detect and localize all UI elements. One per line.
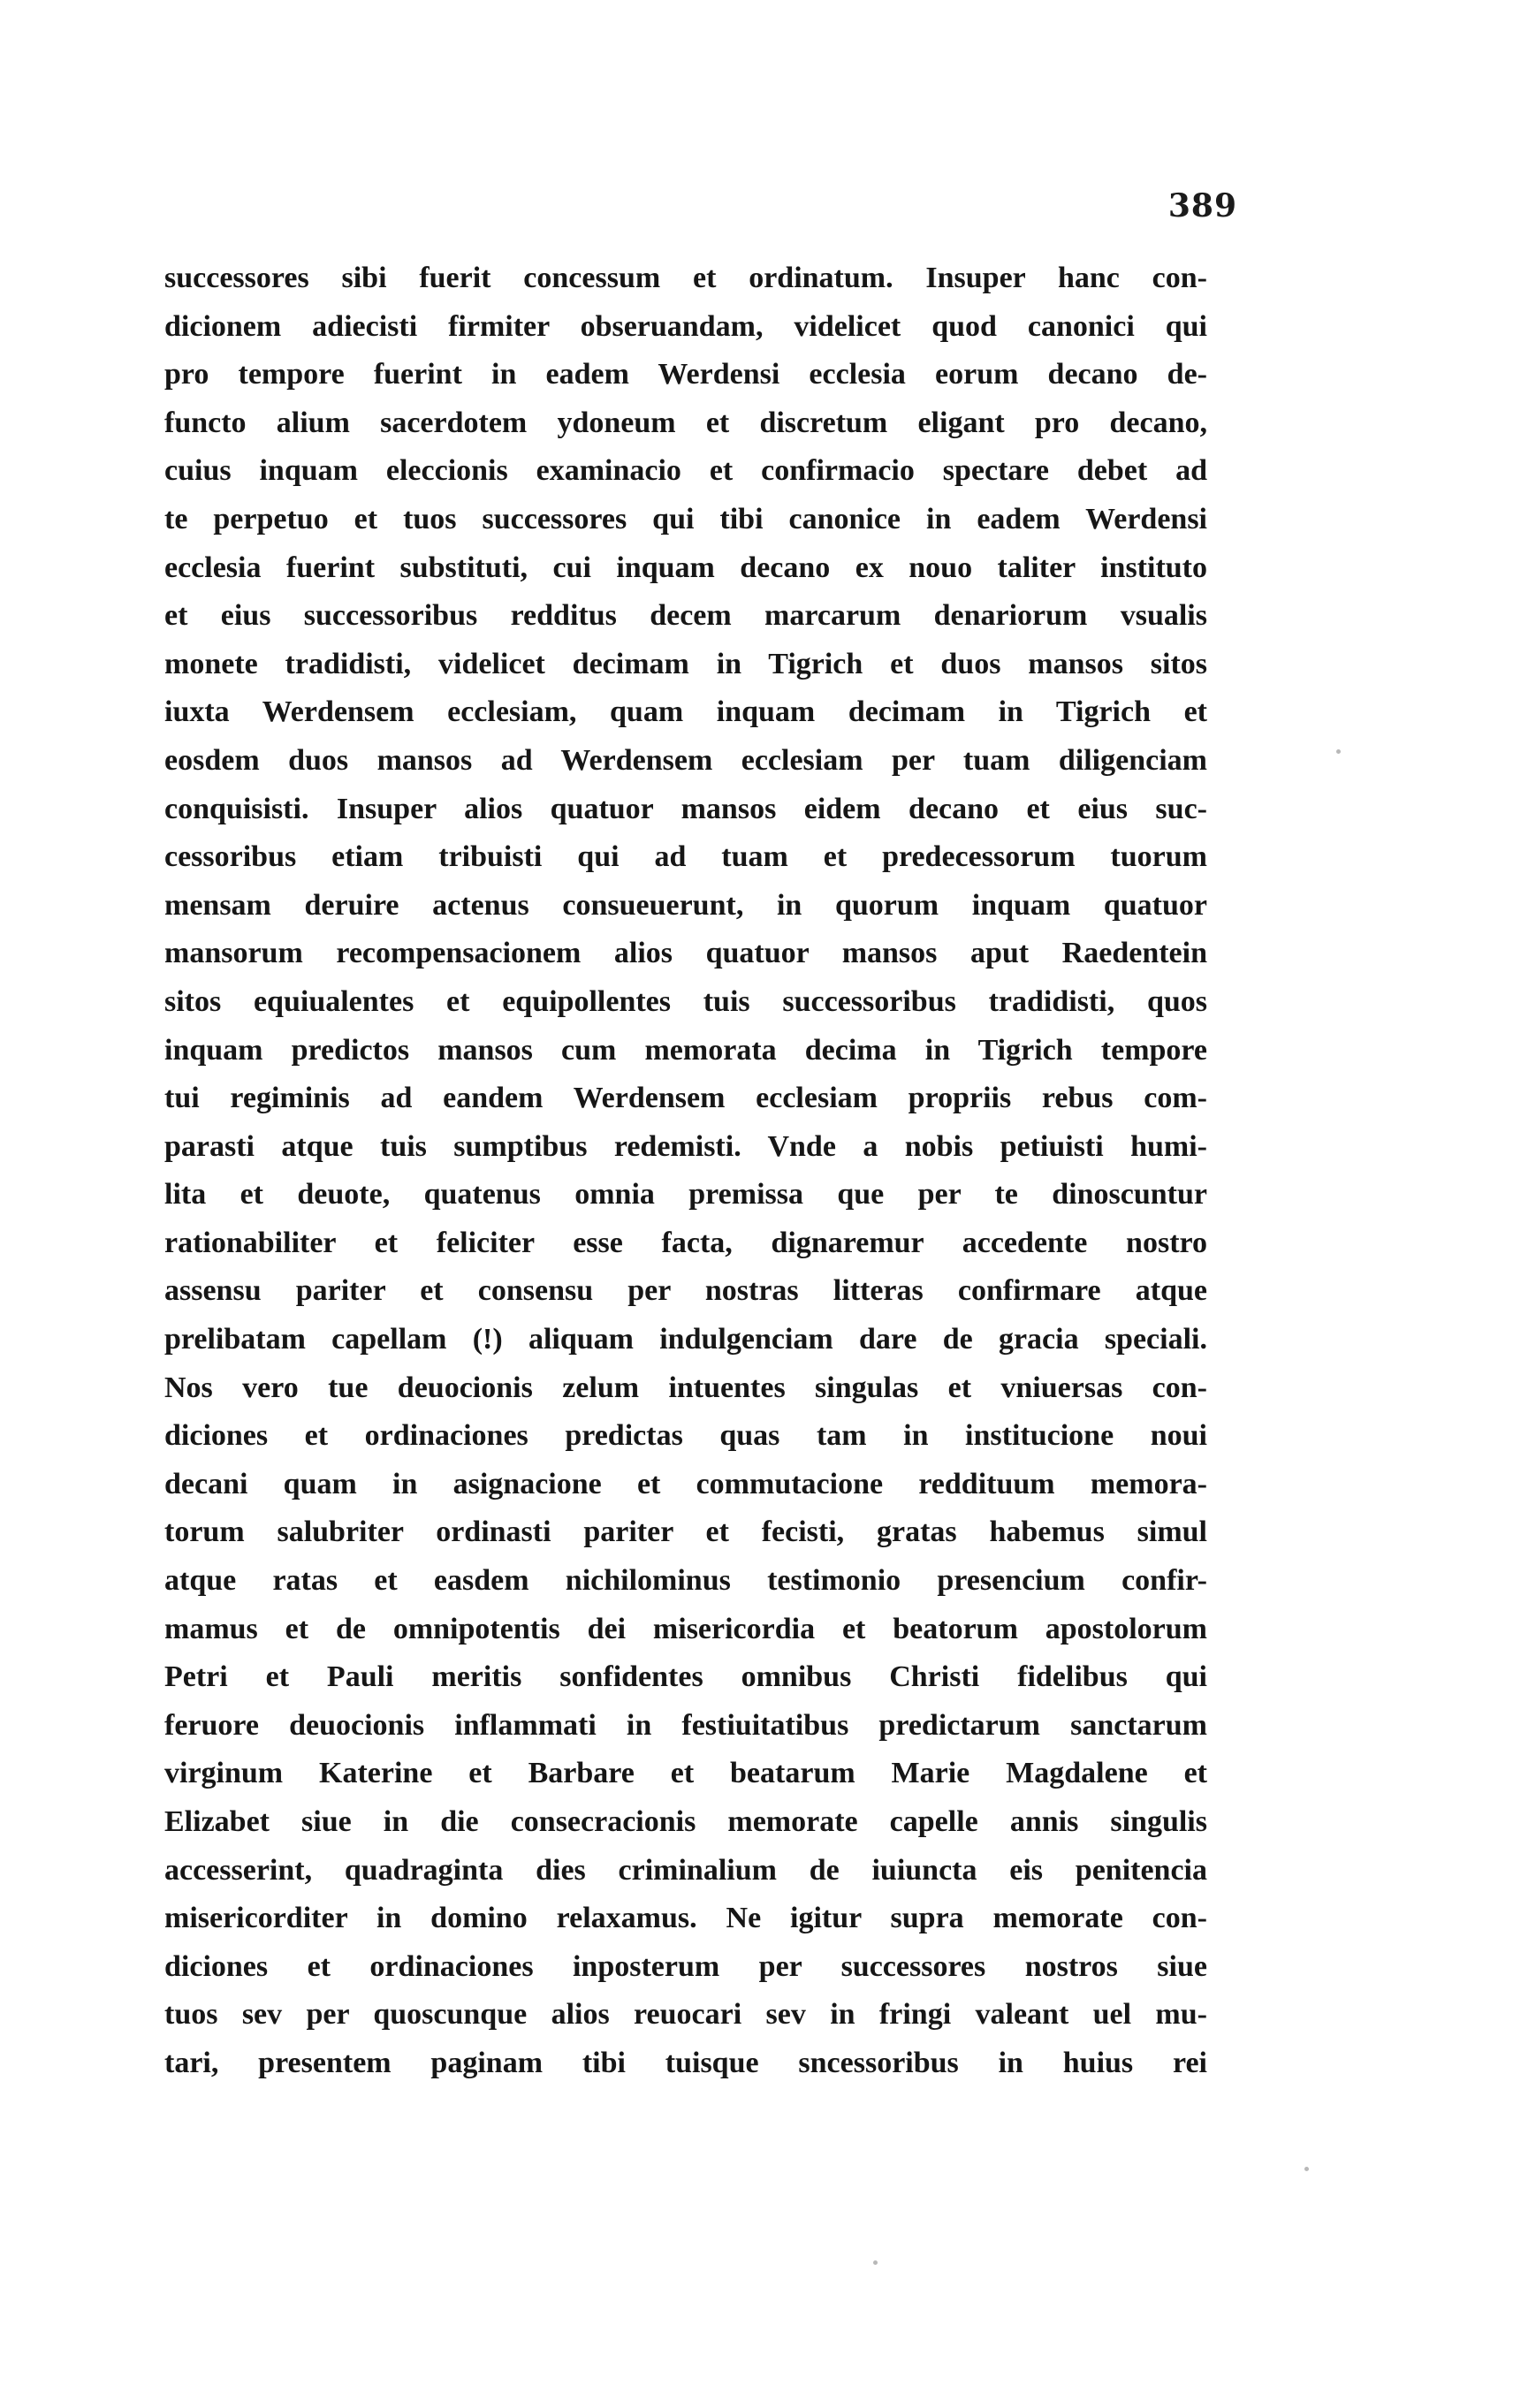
text-line: mensam deruire actenus consueuerunt, in quorum inquam quatuor <box>164 888 1207 922</box>
text-line: iuxta Werdensem ecclesiam, quam inquam decimam in Tigrich et <box>164 695 1207 729</box>
text-line: decani quam in asignacione et commutacione reddituum memora- <box>164 1467 1207 1500</box>
text-line: ecclesia fuerint substituti, cui inquam decano ex nouo taliter instituto <box>164 551 1207 584</box>
text-line: diciones et ordinaciones predictas quas tam in institucione noui <box>164 1419 1207 1453</box>
text-line: mansorum recompensacionem alios quatuor mansos aput Raedentein <box>164 937 1207 970</box>
text-line: tari, presentem paginam tibi tuisque sncessoribus in huius rei <box>164 2046 1207 2079</box>
text-line: functo alium sacerdotem ydoneum et discretum eligant pro decano, <box>164 406 1207 439</box>
text-line: assensu pariter et consensu per nostras litteras confirmare atque <box>164 1274 1207 1308</box>
paper-speck <box>873 2260 878 2265</box>
text-line: pro tempore fuerint in eadem Werdensi ecclesia eorum decano de- <box>164 358 1207 391</box>
body-text <box>164 254 1207 2088</box>
text-line: conquisisti. Insuper alios quatuor mansos eidem decano et eius suc- <box>164 792 1207 825</box>
text-line: tuos sev per quoscunque alios reuocari sev in fringi valeant uel mu- <box>164 1998 1207 2032</box>
text-line: diciones et ordinaciones inposterum per successores nostros siue <box>164 1949 1207 1983</box>
text-line: Petri et Pauli meritis sonfidentes omnibus Christi fidelibus qui <box>164 1660 1207 1694</box>
text-line: accesserint, quadraginta dies criminalium de iuiuncta eis penitencia <box>164 1853 1207 1887</box>
text-line: misericorditer in domino relaxamus. Ne igitur supra memorate con- <box>164 1902 1207 1935</box>
text-line: Elizabet siue in die consecracionis memorate capelle annis singulis <box>164 1805 1207 1838</box>
text-line: feruore deuocionis inflammati in festiuitatibus predictarum sanctarum <box>164 1708 1207 1742</box>
paper-speck <box>1304 2167 1309 2171</box>
text-line: prelibatam capellam (!) aliquam indulgenciam dare de gracia speciali. <box>164 1323 1207 1356</box>
text-line: te perpetuo et tuos successores qui tibi canonice in eadem Werdensi <box>164 502 1207 536</box>
text-line: Nos vero tue deuocionis zelum intuentes singulas et vniuersas con- <box>164 1371 1207 1404</box>
text-line: torum salubriter ordinasti pariter et fecisti, gratas habemus simul <box>164 1515 1207 1549</box>
text-line: monete tradidisti, videlicet decimam in Tigrich et duos mansos sitos <box>164 647 1207 680</box>
text-line: rationabiliter et feliciter esse facta, dignaremur accedente nostro <box>164 1226 1207 1259</box>
text-line: atque ratas et easdem nichilominus testimonio presencium confir- <box>164 1564 1207 1598</box>
text-line: et eius successoribus redditus decem marcarum denariorum vsualis <box>164 599 1207 633</box>
text-line: tui regiminis ad eandem Werdensem ecclesiam propriis rebus com- <box>164 1082 1207 1115</box>
text-line: sitos equiualentes et equipollentes tuis successoribus tradidisti, quos <box>164 984 1207 1018</box>
text-line: inquam predictos mansos cum memorata decima in Tigrich tempore <box>164 1033 1207 1067</box>
text-line: parasti atque tuis sumptibus redemisti. Vnde a nobis petiuisti humi- <box>164 1129 1207 1163</box>
text-line: successores sibi fuerit concessum et ordinatum. Insuper hanc con- <box>164 262 1207 294</box>
text-line: cuius inquam eleccionis examinacio et confirmacio spectare debet ad <box>164 454 1207 488</box>
text-line: virginum Katerine et Barbare et beatarum Marie Magdalene et <box>164 1757 1207 1790</box>
text-line: cessoribus etiam tribuisti qui ad tuam et predecessorum tuorum <box>164 840 1207 874</box>
page-number: 389 <box>1167 187 1237 224</box>
text-line: lita et deuote, quatenus omnia premissa que per te dinoscuntur <box>164 1178 1207 1212</box>
paper-speck <box>1336 749 1341 754</box>
text-line: mamus et de omnipotentis dei misericordia et beatorum apostolorum <box>164 1612 1207 1645</box>
text-line: dicionem adiecisti firmiter obseruandam, videlicet quod canonici qui <box>164 309 1207 343</box>
text-line: eosdem duos mansos ad Werdensem ecclesiam per tuam diligenciam <box>164 743 1207 777</box>
